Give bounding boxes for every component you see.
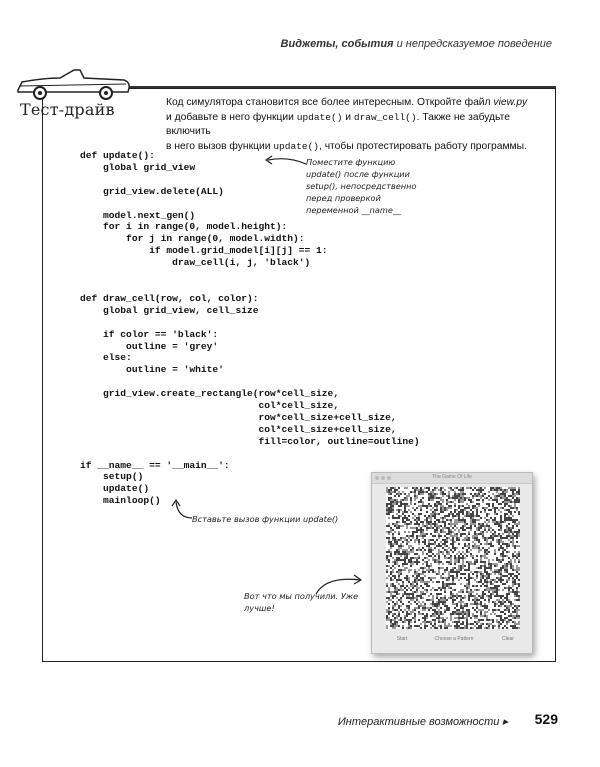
intro-text-6: , чтобы протестировать работу программы. [318,140,527,152]
intro-text-1: Код симулятора становится все более интересным. Откройте файл [166,97,494,108]
start-button: Start [396,636,408,642]
intro-text-3: и [342,111,354,123]
intro-paragraph [166,96,546,154]
intro-text-5: в него вызов функции [166,140,274,152]
window-title: The Game Of Life [432,474,472,480]
footer-section-title: Интерактивные возможности ▸ [337,716,508,728]
annotation-result: Вот что мы получили. Уже лучше! [244,591,359,613]
annotation-insert-call: Вставьте вызов функции update() [192,514,339,524]
pattern-select: Choose a Pattern [434,636,474,642]
game-window-screenshot [371,472,533,654]
header-part-b: и [393,38,406,50]
intro-filename: view.py [493,97,528,108]
code-listing: def update(): global grid_view grid_view.delete(ALL) model.next_gen() for i in range(0, model.height): for j in range(0, model.width): if model.grid_model[i][j] == 1: draw_cell(i, j, 'black') def draw_cell(row, col, color): global grid_view, cell_size if color == 'black': outline = 'grey' else: outline = 'white' grid_view.create_rectangle(row*cell_size, col*cell_size, row*cell_size+cell_size, col*cell_size+cell_size, fill=color, outline=outline) if __name__ == '__main__': setup() update() mainloop() [80,150,420,507]
test-drive-label: Тест-драйв [20,100,115,119]
annotation-place-update: Поместите функцию update() после функции setup(), непосредственно перед проверкой переменной __name__ [306,157,417,215]
intro-text-2: и добавьте в него функции [166,111,297,123]
intro-fn-update: update() [296,111,343,123]
life-grid-canvas [386,487,520,629]
running-header [281,38,552,50]
intro-fn-drawcell: draw_cell() [353,111,417,123]
intro-fn-update-2: update() [273,140,319,152]
intro-text-4: . Также не забудьте включить [166,111,510,137]
arrow-icon [262,152,308,170]
page-number: 529 [534,711,558,727]
window-titlebar [372,473,532,484]
header-part-a: Виджеты, события [280,38,394,50]
car-icon [14,64,134,104]
clear-button: Clear [502,636,514,642]
header-part-c: непредсказуемое поведение [405,38,552,50]
